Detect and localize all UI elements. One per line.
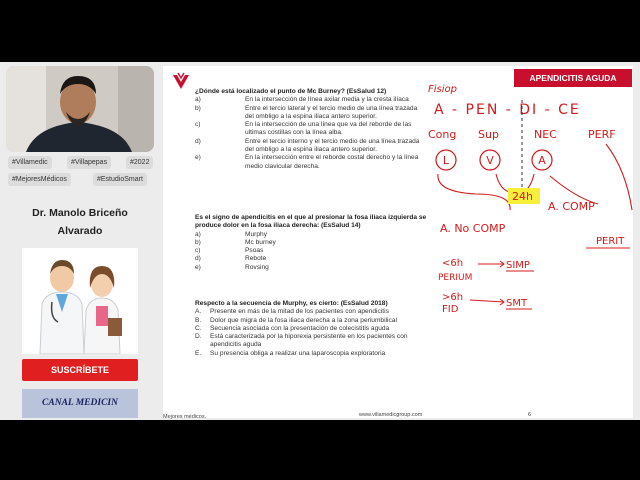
presenter-video-image bbox=[6, 66, 154, 152]
doctors-cartoon-icon bbox=[22, 248, 138, 354]
option-3d bbox=[195, 333, 427, 350]
option-text: Rebote bbox=[245, 255, 267, 263]
note-gt6h: >6h bbox=[442, 292, 464, 303]
question-1 bbox=[195, 88, 427, 171]
option-1d bbox=[195, 138, 427, 155]
option-key: c) bbox=[195, 247, 201, 255]
hashtag-mejores-medicos: #MejoresMédicos bbox=[8, 173, 71, 186]
question-2 bbox=[195, 214, 427, 272]
option-key: b) bbox=[195, 104, 201, 112]
footer-tagline: Mejores médicos. bbox=[163, 414, 207, 420]
option-text: En la intersección de línea axilar media y la cresta ilíaca bbox=[245, 96, 409, 104]
note-apendice: A - PEN - DI - CE bbox=[434, 102, 581, 118]
circled-l-label: L bbox=[442, 154, 450, 167]
option-2d bbox=[195, 255, 427, 263]
note-24h: 24h bbox=[512, 190, 533, 203]
option-text: En la intersección entre el reborde costal derecho y la línea medio clavicular derecha. bbox=[245, 154, 419, 170]
hashtag-estudio-smart: #EstudioSmart bbox=[93, 173, 147, 186]
villamedic-logo-icon bbox=[170, 70, 192, 92]
note-simp: SIMP bbox=[506, 260, 530, 271]
note-perit: PERIT bbox=[596, 236, 625, 247]
hashtag-2022: #2022 bbox=[126, 156, 153, 169]
page-number: 6 bbox=[528, 412, 532, 418]
option-2e bbox=[195, 264, 427, 272]
note-fisiop: Fisiop bbox=[428, 84, 457, 95]
doctors-illustration bbox=[22, 248, 138, 354]
presenter-name-line1: Dr. Manolo Briceño bbox=[32, 207, 128, 219]
option-1a bbox=[195, 96, 427, 104]
option-1c bbox=[195, 121, 427, 138]
subscribe-button[interactable]: SUSCRÍBETE bbox=[22, 359, 138, 381]
option-key: B. bbox=[195, 316, 202, 324]
topic-badge: APENDICITIS AGUDA bbox=[514, 69, 632, 87]
note-fid: FID bbox=[442, 304, 459, 315]
option-2c bbox=[195, 247, 427, 255]
slide bbox=[163, 66, 633, 418]
note-comp: A. COMP bbox=[548, 200, 595, 213]
circled-a-label: A bbox=[538, 154, 546, 167]
option-key: D. bbox=[195, 333, 202, 341]
option-text: Murphy bbox=[245, 230, 267, 238]
circled-v-label: V bbox=[486, 154, 494, 167]
option-3a bbox=[195, 308, 427, 316]
option-2b bbox=[195, 239, 427, 247]
option-text: Psoas bbox=[245, 247, 264, 255]
option-text: Secuencia asociada con la presentación de colecistitis aguda bbox=[210, 324, 390, 332]
note-smt: SMT bbox=[506, 298, 528, 309]
option-text: Presente en más de la mitad de los pacientes con apendicitis bbox=[210, 308, 389, 316]
option-text: Entre el tercio interno y el tercio medio de una línea trazada del ombligo a la espina iliaca antero superior. bbox=[245, 137, 420, 154]
handwritten-notes bbox=[426, 80, 633, 372]
option-key: a) bbox=[195, 230, 201, 238]
question-1-stem: ¿Dónde está localizado el punto de Mc Burney? (EsSalud 12) bbox=[195, 88, 387, 95]
presenter-name-line2: Alvarado bbox=[57, 225, 103, 237]
option-3e bbox=[195, 350, 427, 358]
option-text: Mc burney bbox=[245, 238, 276, 246]
option-key: C. bbox=[195, 324, 202, 332]
option-1b bbox=[195, 105, 427, 122]
note-perium: PERIUM bbox=[438, 273, 473, 283]
question-3-stem: Respecto a la secuencia de Murphy, es cierto: (EsSalud 2018) bbox=[195, 300, 388, 307]
presenter-name bbox=[8, 204, 152, 240]
option-key: b) bbox=[195, 238, 201, 246]
option-3c bbox=[195, 325, 427, 333]
option-key: A. bbox=[195, 308, 202, 316]
hashtag-villapepas: #Villapepas bbox=[67, 156, 111, 169]
option-text: Su presencia obliga a realizar una laparoscopia exploratoria bbox=[210, 349, 386, 357]
note-lt6h: <6h bbox=[442, 258, 464, 269]
option-key: E. bbox=[195, 349, 202, 357]
option-text: Está caracterizada por la hiporexia persistente en los pacientes con apendicitis aguda bbox=[210, 333, 408, 349]
footer-url: www.villamedicgroup.com bbox=[359, 412, 423, 418]
channel-banner[interactable]: CANAL MEDICIN bbox=[22, 389, 138, 418]
option-key: a) bbox=[195, 96, 201, 104]
note-stage-nec: NEC bbox=[534, 128, 557, 141]
note-stage-cong: Cong bbox=[428, 128, 457, 141]
option-key: d) bbox=[195, 255, 201, 263]
option-2a bbox=[195, 231, 427, 239]
note-stage-perf: PERF bbox=[588, 128, 616, 141]
question-3 bbox=[195, 300, 427, 358]
question-2-stem: Es el signo de apendicitis en el que al presionar la fosa iliaca izquierda se produce dolor en la fosa iliaca derecha: (EsSalud 14) bbox=[195, 214, 427, 230]
note-no-comp: A. No COMP bbox=[440, 222, 506, 235]
option-text: En la intersección de una línea que va del reborde de las ultimas costillas con la línea alba. bbox=[245, 121, 412, 137]
option-1e bbox=[195, 154, 427, 171]
option-text: Dolor que migra de la fosa iliaca derecha a la zona periumbilical bbox=[210, 316, 397, 324]
option-text: Rovsing bbox=[245, 263, 269, 271]
option-key: c) bbox=[195, 121, 201, 129]
option-3b bbox=[195, 317, 427, 325]
option-key: d) bbox=[195, 137, 201, 145]
option-key: e) bbox=[195, 154, 201, 162]
video-frame bbox=[0, 62, 640, 420]
note-stage-sup: Sup bbox=[478, 128, 499, 141]
option-text: Entre el tercio lateral y el tercio medio de una línea trazada del ombligo a la espina iliaca antero superior. bbox=[245, 104, 418, 120]
option-key: e) bbox=[195, 263, 201, 271]
hashtag-villamedic: #Villamedic bbox=[8, 156, 52, 169]
presenter-webcam bbox=[6, 66, 154, 152]
